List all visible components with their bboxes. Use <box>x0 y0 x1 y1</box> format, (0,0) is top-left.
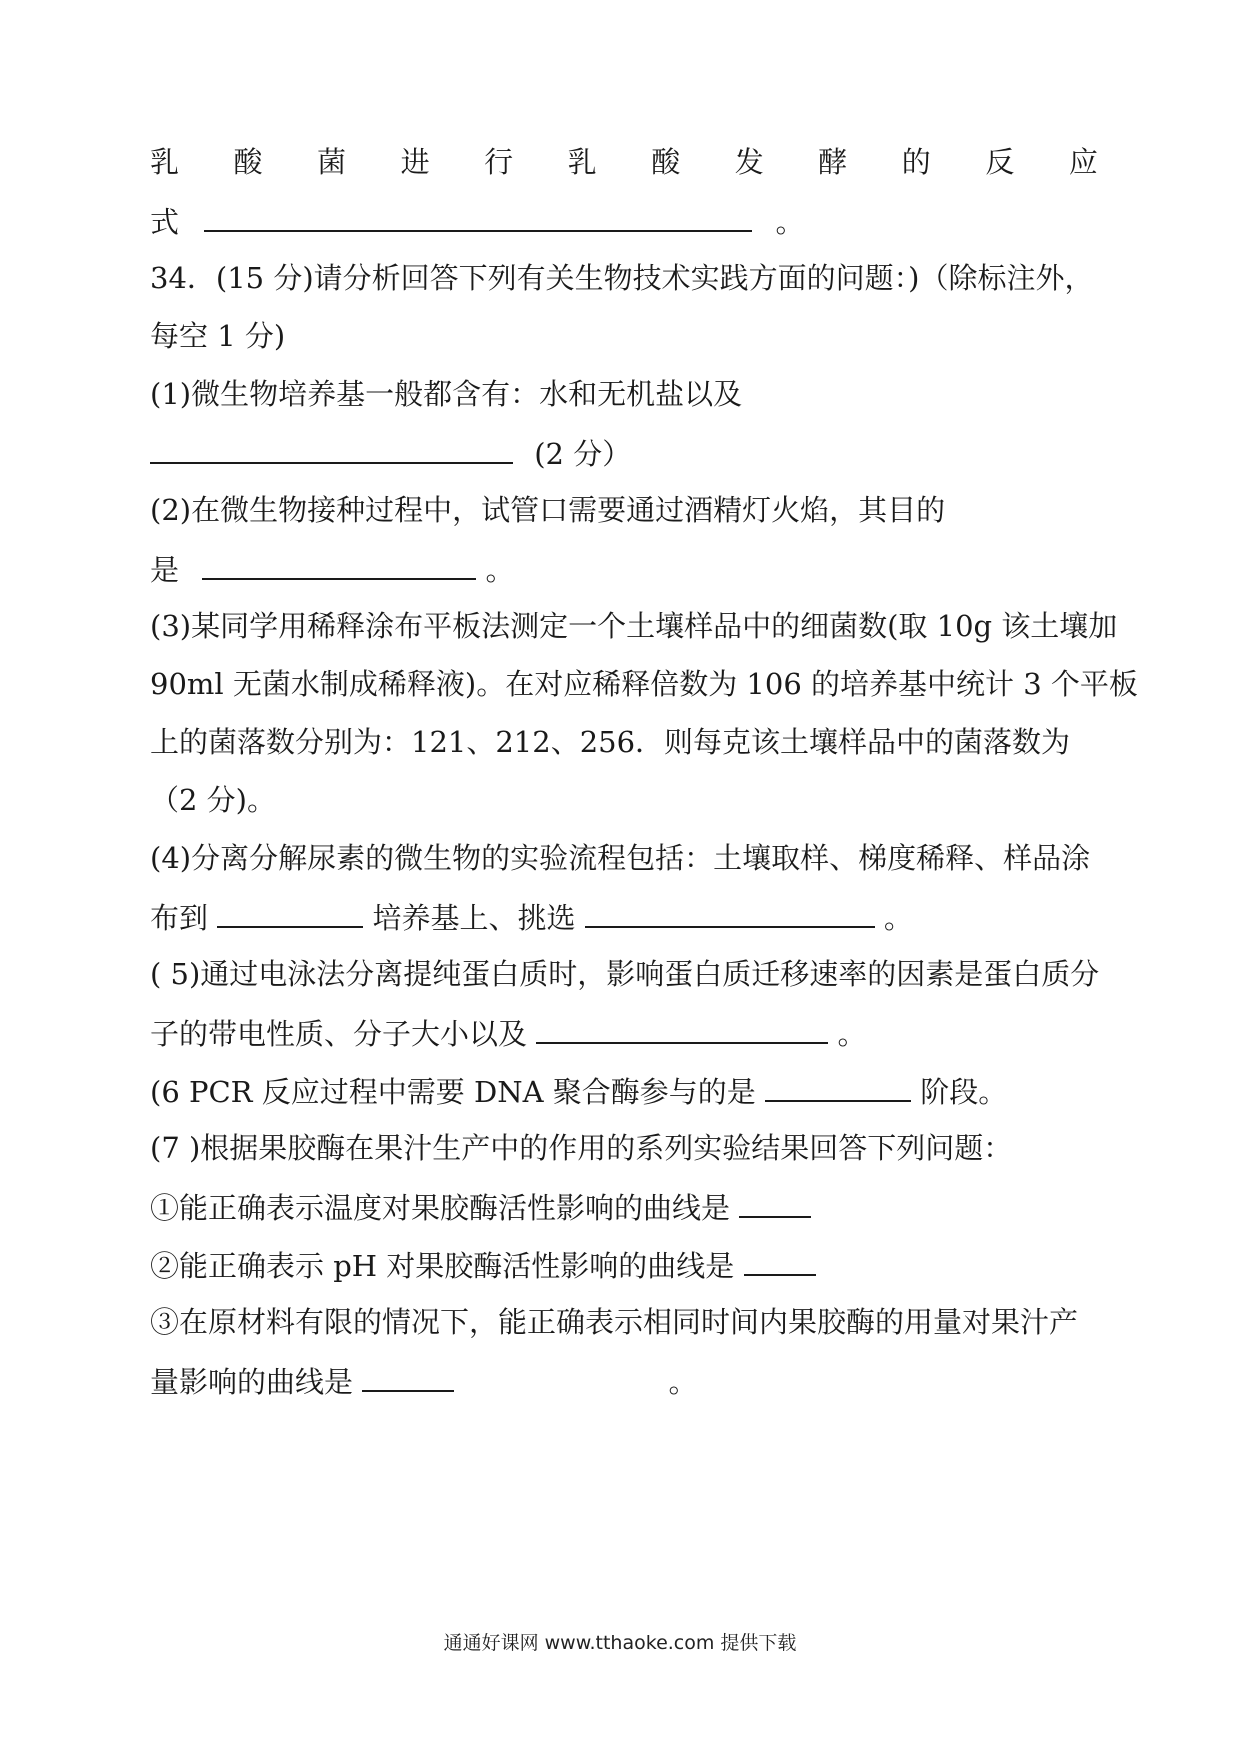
q34-part3-line3: 上的菌落数分别为：121、212、256．则每克该土壤样品中的菌落数为 <box>150 725 1071 759</box>
page-footer: 通通好课网 www.tthaoke.com 提供下载 <box>443 1632 797 1654</box>
equation-char: 乳 <box>567 145 597 179</box>
q34-part2-answer-line <box>150 548 514 590</box>
answer-blank[interactable] <box>765 1070 911 1102</box>
q34-part4-line2 <box>150 896 913 938</box>
q34-part4-line1: (4)分离分解尿素的微生物的实验流程包括：土壤取样、梯度稀释、样品涂 <box>150 841 1091 875</box>
answer-blank[interactable] <box>744 1244 816 1276</box>
text: 是 <box>150 553 180 587</box>
q34-part3-line4: （2 分)。 <box>150 783 276 817</box>
q34-part7-intro: (7 )根据果胶酶在果汁生产中的作用的系列实验结果回答下列问题： <box>150 1131 1013 1165</box>
equation-char: 发 <box>734 145 764 179</box>
q34-part1-answer-line <box>150 432 631 474</box>
q34-part7-sub2 <box>150 1244 816 1286</box>
text: ①能正确表示温度对果胶酶活性影响的曲线是 <box>150 1191 731 1225</box>
q34-part5-line2 <box>150 1012 866 1054</box>
equation-char: 行 <box>484 145 514 179</box>
equation-char: 酸 <box>651 145 681 179</box>
answer-blank[interactable] <box>585 896 875 928</box>
reaction-equation-line <box>150 142 1098 182</box>
equation-char: 酵 <box>818 145 848 179</box>
answer-blank[interactable] <box>204 200 752 232</box>
equation-char: 反 <box>985 145 1015 179</box>
equation-char: 酸 <box>233 145 263 179</box>
reaction-equation-blank-line <box>150 200 804 242</box>
answer-blank[interactable] <box>362 1360 454 1392</box>
answer-blank[interactable] <box>217 896 363 928</box>
equation-char: 的 <box>901 145 931 179</box>
answer-blank[interactable] <box>150 432 513 464</box>
equation-char: 进 <box>400 145 430 179</box>
text: 。 <box>775 205 805 239</box>
q34-part7-sub3-line2 <box>150 1360 697 1402</box>
equation-char: 菌 <box>317 145 347 179</box>
text: 。 <box>837 1017 867 1051</box>
text: 培养基上、挑选 <box>372 901 576 935</box>
equation-char: 乳 <box>150 145 180 179</box>
text: 阶段。 <box>920 1075 1008 1109</box>
text: (6 PCR 反应过程中需要 DNA 聚合酶参与的是 <box>150 1075 756 1109</box>
q34-part3-line1: (3)某同学用稀释涂布平板法测定一个土壤样品中的细菌数(取 10g 该土壤加 <box>150 609 1118 643</box>
text: 布到 <box>150 901 209 935</box>
text: 。 <box>485 553 515 587</box>
q34-part1-text: (1)微生物培养基一般都含有：水和无机盐以及 <box>150 377 743 411</box>
text: 。 <box>883 901 913 935</box>
q34-part6-line <box>150 1070 1007 1112</box>
answer-blank[interactable] <box>739 1186 811 1218</box>
text: 。 <box>668 1365 698 1399</box>
equation-char: 应 <box>1068 145 1098 179</box>
q34-part5-line1: ( 5)通过电泳法分离提纯蛋白质时，影响蛋白质迁移速率的因素是蛋白质分 <box>150 957 1100 991</box>
text: 子的带电性质、分子大小以及 <box>150 1017 528 1051</box>
q34-part7-sub1 <box>150 1186 811 1228</box>
text: 式 <box>150 205 180 239</box>
text: ②能正确表示 pH 对果胶酶活性影响的曲线是 <box>150 1249 735 1283</box>
q34-part3-line2: 90ml 无菌水制成稀释液)。在对应稀释倍数为 106 的培养基中统计 3 个平板 <box>150 667 1138 701</box>
q34-part7-sub3-line1: ③在原材料有限的情况下，能正确表示相同时间内果胶酶的用量对果汁产 <box>150 1305 1079 1339</box>
text: (2 分） <box>534 437 632 471</box>
q34-header-2: 每空 1 分) <box>150 319 286 353</box>
answer-blank[interactable] <box>202 548 476 580</box>
q34-part2-text: (2)在微生物接种过程中，试管口需要通过酒精灯火焰，其目的 <box>150 493 946 527</box>
q34-header-1: 34．(15 分)请分析回答下列有关生物技术实践方面的问题：)（除标注外， <box>150 261 1094 295</box>
text: 量影响的曲线是 <box>150 1365 354 1399</box>
answer-blank[interactable] <box>536 1012 828 1044</box>
